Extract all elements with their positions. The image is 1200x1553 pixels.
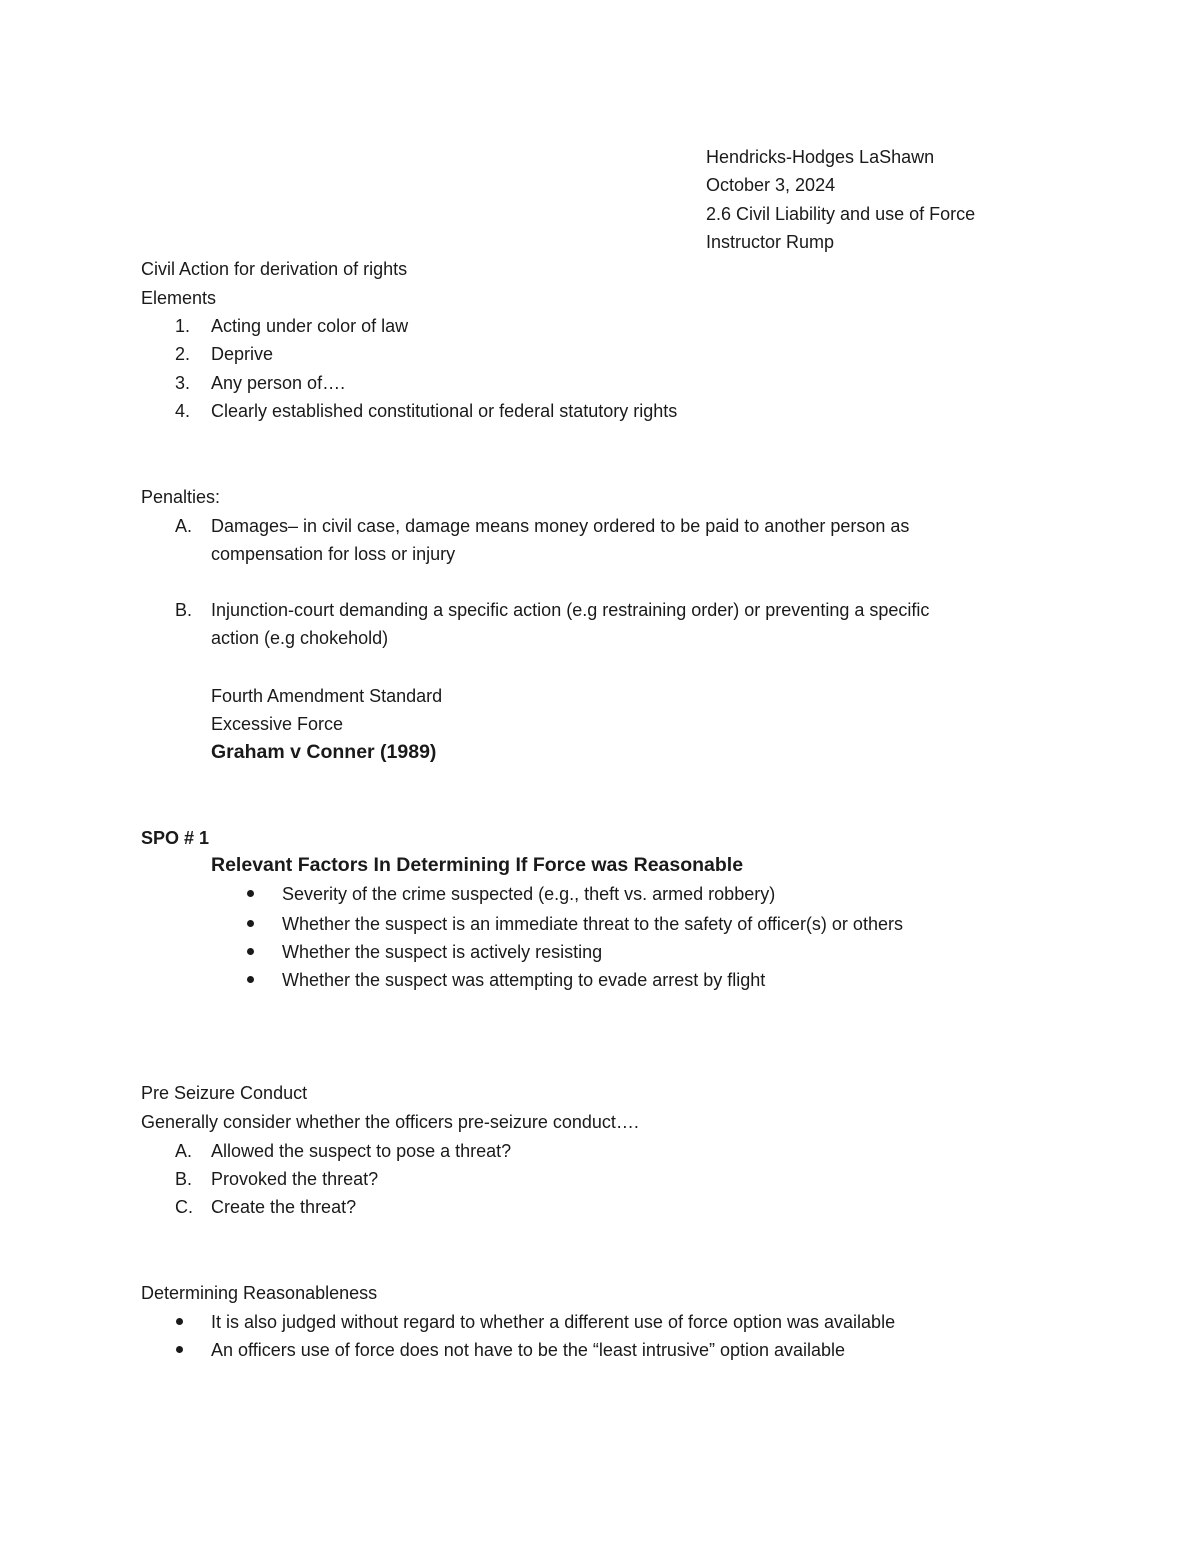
list-marker: 1. [175, 316, 191, 336]
list-marker: B. [175, 600, 193, 620]
list-item: Whether the suspect is actively resisting [282, 942, 603, 962]
list-item: Acting under color of law [211, 316, 409, 336]
civil-action-title: Civil Action for derivation of rights [141, 259, 408, 279]
student-name: Hendricks-Hodges LaShawn [706, 147, 935, 167]
bullet-icon [247, 948, 254, 955]
elements-label: Elements [141, 288, 217, 308]
list-item: Clearly established constitutional or federal statutory rights [211, 401, 678, 421]
list-item: Create the threat? [211, 1197, 357, 1217]
list-item: Injunction-court demanding a specific action (e.g restraining order) or preventing a specific [211, 600, 930, 620]
reasonableness-title: Determining Reasonableness [141, 1283, 378, 1303]
spo-heading: Relevant Factors In Determining If Force was Reasonable [211, 854, 744, 876]
document-date: October 3, 2024 [706, 175, 836, 196]
list-item: Provoked the threat? [211, 1169, 379, 1189]
penalties-label: Penalties: [141, 487, 221, 507]
list-item-continuation: action (e.g chokehold) [211, 628, 389, 648]
list-item: Deprive [211, 344, 274, 364]
list-marker: C. [175, 1197, 193, 1217]
course-title: 2.6 Civil Liability and use of Force [706, 203, 976, 224]
list-marker: B. [175, 1169, 193, 1189]
bullet-icon [176, 1346, 183, 1353]
list-marker: A. [175, 1141, 193, 1161]
bullet-icon [247, 890, 254, 897]
bullet-icon [247, 976, 254, 983]
list-marker: A. [175, 516, 193, 536]
fourth-amendment-standard: Fourth Amendment Standard [211, 686, 443, 706]
list-item: An officers use of force does not have to be the “least intrusive” option available [211, 1340, 846, 1360]
list-item-continuation: compensation for loss or injury [211, 544, 456, 564]
bullet-icon [247, 920, 254, 927]
list-item: Any person of…. [211, 373, 346, 393]
list-item: Severity of the crime suspected (e.g., theft vs. armed robbery) [282, 884, 776, 904]
document-header [706, 143, 975, 256]
spo-label: SPO # 1 [141, 828, 210, 848]
excessive-force-label: Excessive Force [211, 714, 344, 734]
bullet-icon [176, 1318, 183, 1325]
pre-seizure-intro: Generally consider whether the officers pre-seizure conduct…. [141, 1112, 639, 1132]
list-marker: 3. [175, 373, 191, 393]
list-marker: 2. [175, 344, 191, 364]
list-item: Allowed the suspect to pose a threat? [211, 1141, 512, 1161]
pre-seizure-title: Pre Seizure Conduct [141, 1083, 308, 1103]
list-item: Whether the suspect is an immediate threat to the safety of officer(s) or others [282, 914, 903, 934]
list-item: Whether the suspect was attempting to evade arrest by flight [282, 970, 766, 990]
case-title: Graham v Conner (1989) [211, 741, 437, 763]
list-item: It is also judged without regard to whether a different use of force option was available [211, 1312, 896, 1332]
list-marker: 4. [175, 401, 191, 421]
list-item: Damages– in civil case, damage means money ordered to be paid to another person as [211, 516, 910, 536]
instructor-name: Instructor Rump [706, 231, 835, 252]
